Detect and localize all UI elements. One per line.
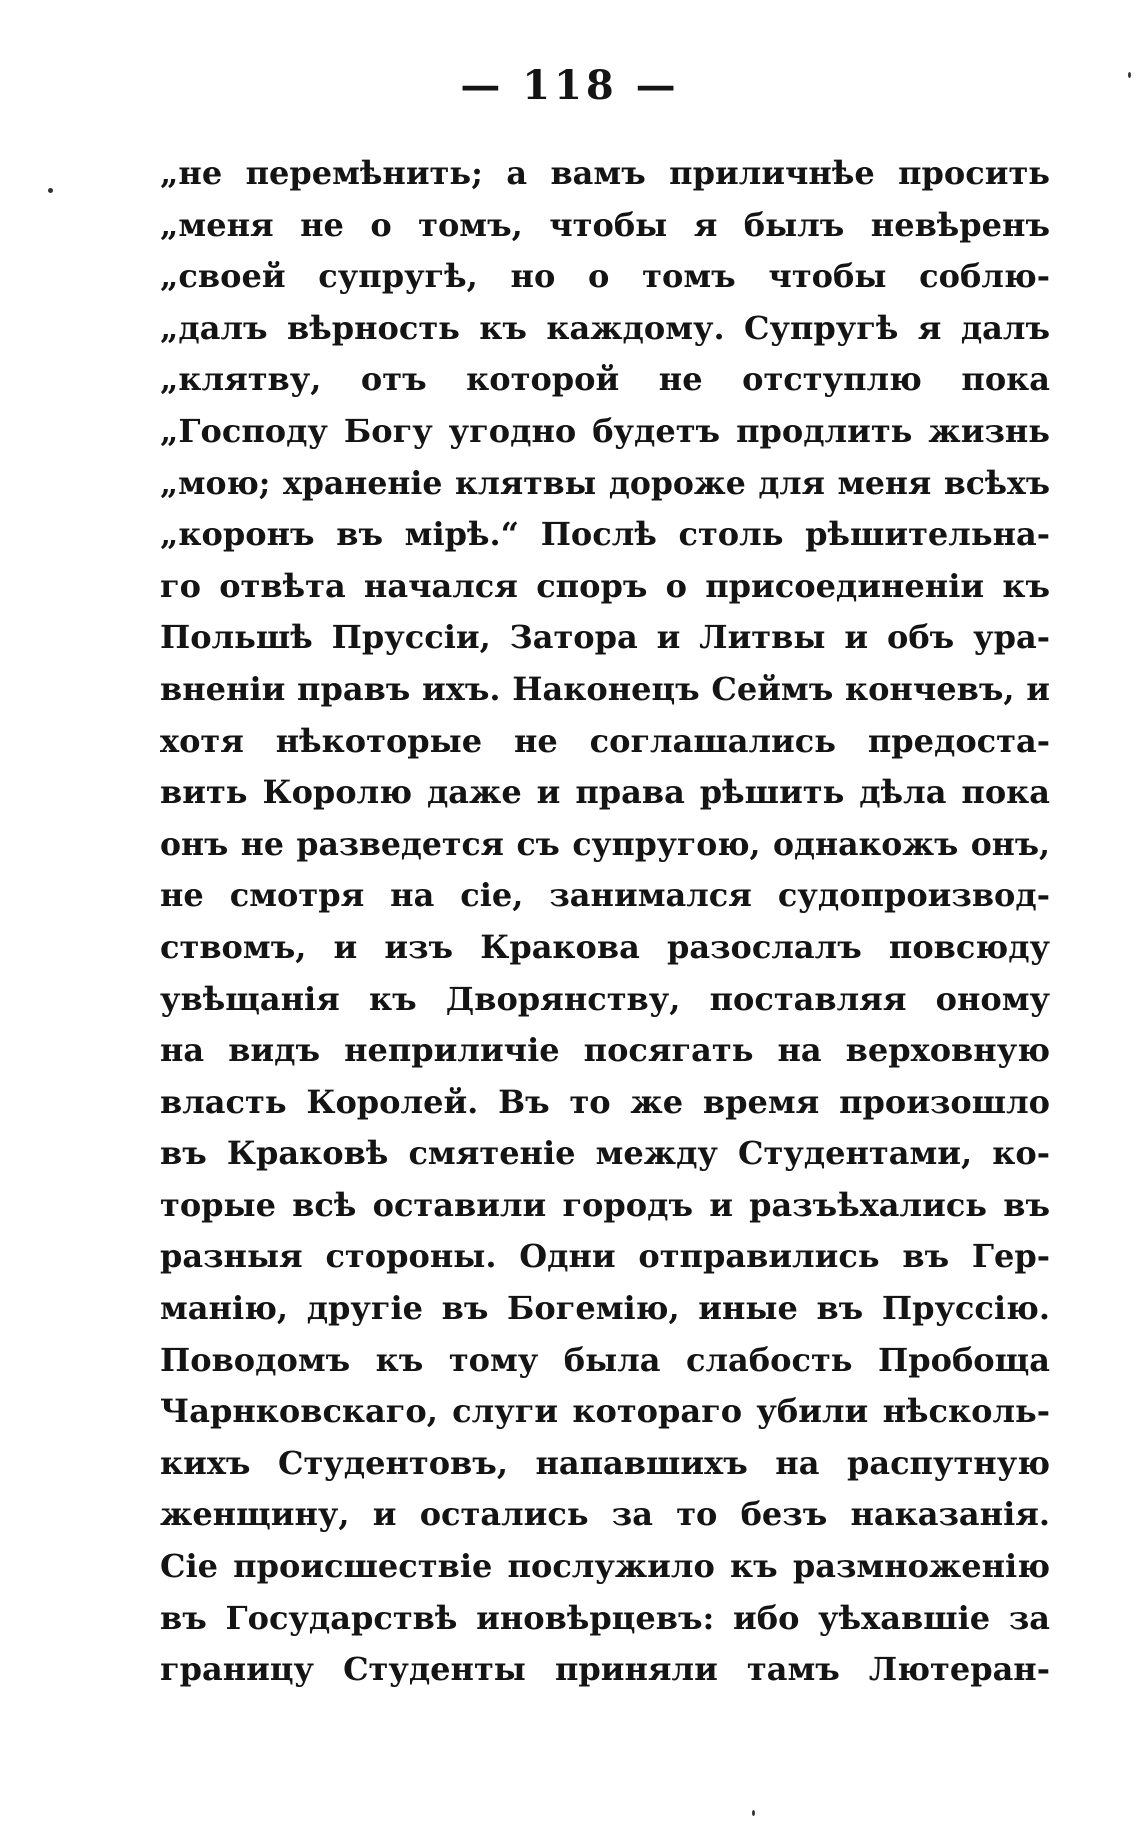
- text-line: манію, другіе въ Богемію, иные въ Пруссію.: [160, 1289, 1050, 1328]
- text-line: „клятву, отъ которой не отступлю пока: [160, 360, 1050, 399]
- page-number: — 118 —: [460, 62, 680, 109]
- text-line: границу Студенты приняли тамъ Лютеран-: [160, 1650, 1050, 1689]
- text-line: Поводомъ къ тому была слабость Пробоща: [160, 1340, 1050, 1379]
- text-line: не смотря на сіе, занимался судопроизвод-: [160, 876, 1050, 915]
- text-line: „не перемѣнить; а вамъ приличнѣе просить: [160, 154, 1050, 192]
- scan-speck: [752, 1810, 755, 1816]
- body-text: [160, 148, 1050, 1696]
- text-line: онъ не разведется съ супругою, однакожъ онъ,: [160, 825, 1050, 863]
- text-line: ствомъ, и изъ Кракова разослалъ повсюду: [160, 927, 1050, 966]
- text-line: Чарнковскаго, слуги котораго убили нѣсколь-: [160, 1392, 1050, 1431]
- text-line: разныя стороны. Одни отправились въ Гер-: [160, 1237, 1050, 1276]
- text-line: „Господу Богу угодно будетъ продлить жизнь: [160, 411, 1050, 450]
- text-line: „меня не о томъ, чтобы я былъ невѣренъ: [160, 205, 1050, 244]
- text-line: „своей супругѣ, но о томъ чтобы соблю-: [160, 257, 1050, 296]
- text-line: „далъ вѣрность къ каждому. Супругѣ я далъ: [160, 308, 1050, 347]
- text-line: увѣщанія къ Дворянству, поставляя оному: [160, 979, 1050, 1018]
- text-line: кихъ Студентовъ, напавшихъ на распутную: [160, 1443, 1050, 1482]
- text-line: въ Краковѣ смятеніе между Студентами, ко-: [160, 1134, 1050, 1173]
- scan-speck: [1128, 72, 1131, 78]
- text-line: торые всѣ оставили городъ и разъѣхались въ: [160, 1185, 1050, 1224]
- text-line: вить Королю даже и права рѣшить дѣла пока: [160, 773, 1050, 812]
- text-line: вненіи правъ ихъ. Наконецъ Сеймъ кончевъ, и: [160, 669, 1050, 708]
- text-line: власть Королей. Въ то же время произошло: [160, 1082, 1050, 1121]
- text-line: хотя нѣкоторые не соглашались предоста-: [160, 721, 1050, 760]
- text-line: на видъ неприличіе посягать на верховную: [160, 1031, 1050, 1070]
- text-line: Польшѣ Пруссіи, Затора и Литвы и объ ура-: [160, 618, 1050, 657]
- text-line: въ Государствѣ иновѣрцевъ: ибо уѣхавшіе за: [160, 1598, 1050, 1637]
- scan-speck: [48, 188, 53, 193]
- text-line: „коронъ въ мірѣ.“ Послѣ столь рѣшительна-: [160, 515, 1050, 554]
- text-line: Сіе происшествіе послужило къ размноженію: [160, 1547, 1050, 1586]
- text-line: женщину, и остались за то безъ наказанія.: [160, 1495, 1050, 1534]
- text-line: го отвѣта начался споръ о присоединеніи къ: [160, 566, 1050, 605]
- text-line: „мою; храненіе клятвы дороже для меня всѣхъ: [160, 464, 1050, 502]
